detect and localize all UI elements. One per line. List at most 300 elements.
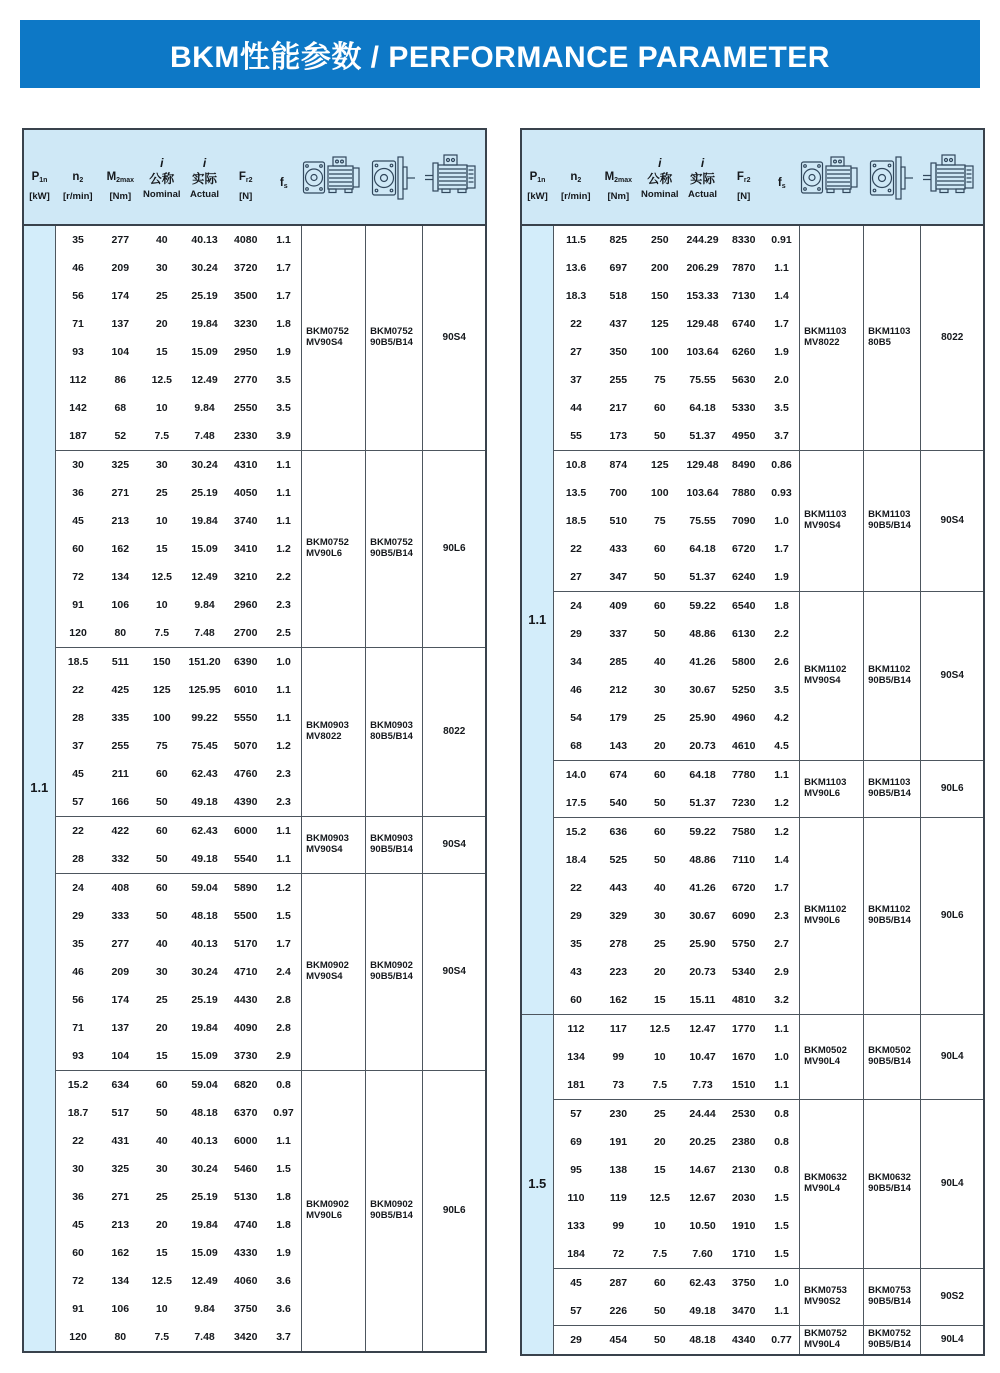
cell-m2max: 332 <box>111 852 130 865</box>
cell-n2: 28 <box>72 711 84 724</box>
cell-i-actual: 15.09 <box>191 345 218 358</box>
cell-fr2: 5500 <box>234 909 258 922</box>
header-row <box>23 129 486 225</box>
table-row <box>23 817 486 846</box>
cell-m2max: 173 <box>609 429 628 442</box>
cell-i-actual: 15.11 <box>689 993 716 1006</box>
cell-fs: 1.1 <box>774 1078 789 1091</box>
cell-frame: 90L4 <box>921 1326 984 1356</box>
cell-n2: 22 <box>55 817 101 846</box>
cell-n2: 29 <box>570 909 582 922</box>
cell-i-nominal: 20 <box>155 1218 168 1231</box>
cell-n2: 34 <box>570 655 582 668</box>
cell-frame: 90L6 <box>921 761 984 818</box>
cell-fr2: 6000 <box>226 817 266 846</box>
cell-m2max: 106 <box>111 1302 130 1315</box>
cell-model-b5: BKM1103 90B5/B14 <box>864 761 921 818</box>
cell-m2max: 162 <box>609 993 628 1006</box>
cell-i-nominal: 25 <box>155 1190 168 1203</box>
cell-fr2: 6720 <box>732 881 756 894</box>
col-n2: $n_2$ [r/min] <box>553 129 599 225</box>
cell-i-nominal: 50 <box>155 909 168 922</box>
cell-i-actual: 103.64 <box>686 486 719 499</box>
col-fr2: $F_{r2}$ [N] <box>724 129 764 225</box>
cell-fr2: 6010 <box>234 683 258 696</box>
cell-model-b5: BKM0903 80B5/B14 <box>366 648 423 817</box>
table-row <box>521 225 984 254</box>
cell-i-actual: 19.84 <box>191 317 218 330</box>
cell-i-nominal: 10 <box>155 1302 168 1315</box>
cell-m2max: 636 <box>599 818 639 847</box>
cell-model-b5: BKM0752 90B5/B14 <box>366 225 423 451</box>
cell-m2max: 174 <box>111 993 130 1006</box>
cell-i-nominal: 50 <box>653 429 666 442</box>
cell-fs: 1.7 <box>276 261 291 274</box>
cell-i-actual: 30.67 <box>689 909 716 922</box>
cell-i-actual: 20.25 <box>689 1135 716 1148</box>
cell-fs: 1.1 <box>276 852 291 865</box>
cell-model-mv: BKM1103 MV90L6 <box>800 761 864 818</box>
cell-frame: 90L6 <box>423 1071 486 1353</box>
cell-model-b5: BKM0502 90B5/B14 <box>864 1015 921 1100</box>
table-row <box>23 451 486 480</box>
cell-fr2: 4960 <box>732 711 756 724</box>
cell-i-nominal: 12.5 <box>638 1015 681 1044</box>
cell-i-nominal: 30 <box>653 683 666 696</box>
cell-fs: 1.7 <box>774 542 789 555</box>
cell-model-b5: BKM1102 90B5/B14 <box>864 818 921 1015</box>
cell-m2max: 437 <box>609 317 628 330</box>
cell-i-actual: 48.18 <box>681 1326 723 1356</box>
col-motor <box>921 129 984 225</box>
cell-frame: 90S4 <box>423 225 486 451</box>
cell-fr2: 5460 <box>234 1162 258 1175</box>
cell-n2: 110 <box>567 1191 585 1204</box>
table-row <box>521 1269 984 1298</box>
cell-n2: 30 <box>55 451 101 480</box>
cell-n2: 27 <box>570 345 582 358</box>
cell-n2: 15.2 <box>55 1071 101 1100</box>
cell-i-nominal: 40 <box>155 937 168 950</box>
table-row <box>521 818 984 847</box>
cell-m2max: 138 <box>609 1163 628 1176</box>
cell-fr2: 6090 <box>732 909 756 922</box>
cell-fs: 4.5 <box>774 739 789 752</box>
cell-i-nominal: 20 <box>155 1021 168 1034</box>
cell-m2max: 333 <box>111 909 130 922</box>
cell-fs: 1.1 <box>276 233 291 246</box>
cell-m2max: 68 <box>114 401 127 414</box>
cell-n2: 57 <box>72 795 84 808</box>
cell-i-actual: 25.19 <box>191 993 218 1006</box>
cell-m2max: 517 <box>111 1106 130 1119</box>
cell-n2: 36 <box>72 486 84 499</box>
cell-fs: 3.9 <box>276 429 291 442</box>
cell-fr2: 7230 <box>732 796 756 809</box>
cell-model-mv: BKM0902 MV90S4 <box>302 874 366 1071</box>
cell-m2max: 325 <box>111 1162 130 1175</box>
cell-m2max: 104 <box>111 345 130 358</box>
cell-fs: 1.7 <box>774 881 789 894</box>
cell-i-actual: 15.09 <box>191 1246 218 1259</box>
cell-m2max: 408 <box>101 874 141 903</box>
cell-fs: 1.1 <box>774 1304 789 1317</box>
motor-icon <box>921 151 983 203</box>
cell-fr2: 2960 <box>234 598 258 611</box>
cell-fr2: 3730 <box>234 1049 258 1062</box>
cell-i-nominal: 15 <box>653 993 666 1006</box>
cell-fr2: 4740 <box>234 1218 258 1231</box>
cell-fs: 1.1 <box>266 451 302 480</box>
cell-fs: 0.8 <box>774 1163 789 1176</box>
cell-n2: 17.5 <box>565 796 587 809</box>
cell-m2max: 226 <box>609 1304 628 1317</box>
cell-n2: 45 <box>553 1269 599 1298</box>
cell-n2: 18.5 <box>55 648 101 677</box>
cell-i-nominal: 10 <box>653 1050 666 1063</box>
table-row <box>23 648 486 677</box>
cell-fs: 3.7 <box>774 429 789 442</box>
cell-i-nominal: 15 <box>155 345 168 358</box>
cell-n2: 10.8 <box>553 451 599 480</box>
cell-n2: 93 <box>72 1049 84 1062</box>
cell-i-actual: 41.26 <box>689 655 716 668</box>
cell-i-actual: 40.13 <box>191 1134 218 1147</box>
cell-i-actual: 103.64 <box>686 345 719 358</box>
cell-m2max: 191 <box>609 1135 628 1148</box>
cell-m2max: 425 <box>111 683 130 696</box>
cell-m2max: 271 <box>111 486 130 499</box>
cell-fr2: 4080 <box>234 233 258 246</box>
cell-i-actual: 25.19 <box>191 1190 218 1203</box>
cell-i-nominal: 12.5 <box>649 1191 670 1204</box>
cell-fr2: 4390 <box>234 795 258 808</box>
cell-i-actual: 129.48 <box>686 317 719 330</box>
cell-fs: 2.8 <box>276 993 291 1006</box>
cell-i-actual: 75.45 <box>191 739 218 752</box>
cell-m2max: 213 <box>111 514 130 527</box>
cell-n2: 187 <box>69 429 87 442</box>
cell-i-nominal: 50 <box>638 1326 681 1356</box>
cell-model-b5: BKM0752 90B5/B14 <box>366 451 423 648</box>
cell-i-nominal: 15 <box>155 1049 168 1062</box>
cell-i-actual: 30.24 <box>191 965 218 978</box>
cell-fs: 2.8 <box>276 1021 291 1034</box>
cell-fr2: 7870 <box>732 261 756 274</box>
cell-i-nominal: 25 <box>653 711 666 724</box>
cell-fs: 1.0 <box>774 1050 789 1063</box>
cell-i-actual: 64.18 <box>689 542 716 555</box>
cell-n2: 13.6 <box>565 261 587 274</box>
cell-n2: 22 <box>570 317 582 330</box>
cell-fs: 2.4 <box>276 965 291 978</box>
table-row <box>23 225 486 254</box>
cell-i-actual: 59.22 <box>681 592 723 621</box>
cell-m2max: 80 <box>114 1330 127 1343</box>
cell-n2: 56 <box>72 289 84 302</box>
cell-model-mv: BKM1102 MV90L6 <box>800 818 864 1015</box>
cell-i-actual: 51.37 <box>689 796 716 809</box>
cell-fr2: 3410 <box>234 542 258 555</box>
cell-frame: 90S4 <box>423 817 486 874</box>
cell-model-b5: BKM0632 90B5/B14 <box>864 1100 921 1269</box>
cell-n2: 22 <box>570 881 582 894</box>
tables-container <box>22 128 985 1356</box>
col-i-nominal: i 公称 Nominal <box>140 129 183 225</box>
performance-table-right <box>520 128 985 1356</box>
cell-fr2: 2530 <box>724 1100 764 1129</box>
cell-fs: 1.0 <box>266 648 302 677</box>
cell-i-actual: 7.60 <box>692 1247 713 1260</box>
cell-i-actual: 129.48 <box>681 451 723 480</box>
cell-n2: 71 <box>72 1021 84 1034</box>
cell-fs: 3.6 <box>276 1274 291 1287</box>
cell-fr2: 2950 <box>234 345 258 358</box>
cell-fr2: 6130 <box>732 627 756 640</box>
cell-i-nominal: 15 <box>155 542 168 555</box>
cell-i-actual: 40.13 <box>191 233 218 246</box>
table-row <box>521 1326 984 1356</box>
cell-n2: 28 <box>72 852 84 865</box>
cell-frame: 90S4 <box>921 451 984 592</box>
cell-fs: 1.1 <box>276 486 291 499</box>
cell-i-actual: 51.37 <box>689 429 716 442</box>
worm-gearbox-flange-icon <box>864 151 921 203</box>
cell-n2: 36 <box>72 1190 84 1203</box>
cell-fs: 0.8 <box>764 1100 800 1129</box>
cell-fs: 1.8 <box>276 1190 291 1203</box>
cell-fs: 1.9 <box>276 345 291 358</box>
cell-m2max: 278 <box>609 937 628 950</box>
cell-fr2: 3750 <box>234 1302 258 1315</box>
cell-n2: 56 <box>72 993 84 1006</box>
cell-i-actual: 25.19 <box>191 486 218 499</box>
cell-m2max: 73 <box>612 1078 625 1091</box>
cell-n2: 71 <box>72 317 84 330</box>
cell-m2max: 134 <box>111 1274 130 1287</box>
cell-model-b5: BKM0753 90B5/B14 <box>864 1269 921 1326</box>
cell-m2max: 52 <box>114 429 127 442</box>
cell-i-nominal: 40 <box>155 233 168 246</box>
cell-i-nominal: 50 <box>653 570 666 583</box>
cell-fs: 1.0 <box>764 1269 800 1298</box>
cell-n2: 68 <box>570 739 582 752</box>
catalog-page <box>0 20 1000 1356</box>
cell-m2max: 217 <box>609 401 628 414</box>
cell-i-nominal: 125 <box>651 317 669 330</box>
cell-m2max: 179 <box>609 711 628 724</box>
cell-m2max: 329 <box>609 909 628 922</box>
cell-n2: 18.3 <box>565 289 587 302</box>
cell-n2: 93 <box>72 345 84 358</box>
cell-i-nominal: 60 <box>140 1071 183 1100</box>
cell-m2max: 285 <box>609 655 628 668</box>
cell-fr2: 2700 <box>234 626 258 639</box>
cell-fr2: 4310 <box>226 451 266 480</box>
cell-n2: 37 <box>72 739 84 752</box>
cell-power: 1.1 <box>521 225 553 1015</box>
cell-fr2: 5890 <box>226 874 266 903</box>
cell-model-b5: BKM1103 80B5 <box>864 225 921 451</box>
cell-i-actual: 15.09 <box>191 1049 218 1062</box>
cell-n2: 45 <box>72 1218 84 1231</box>
cell-fs: 3.5 <box>774 401 789 414</box>
cell-n2: 184 <box>567 1247 585 1260</box>
cell-i-actual: 7.48 <box>194 626 215 639</box>
cell-n2: 22 <box>72 683 84 696</box>
cell-i-actual: 9.84 <box>194 1302 215 1315</box>
cell-model-b5: BKM1103 90B5/B14 <box>864 451 921 592</box>
cell-i-actual: 7.48 <box>194 1330 215 1343</box>
cell-m2max: 409 <box>599 592 639 621</box>
table-row <box>23 874 486 903</box>
cell-i-actual: 153.33 <box>686 289 719 302</box>
cell-i-actual: 64.18 <box>681 761 723 790</box>
cell-m2max: 277 <box>111 233 130 246</box>
cell-i-nominal: 20 <box>653 1135 666 1148</box>
cell-n2: 181 <box>567 1078 585 1091</box>
cell-fr2: 1510 <box>732 1078 756 1091</box>
cell-model-b5: BKM0903 90B5/B14 <box>366 817 423 874</box>
cell-fr2: 6260 <box>732 345 756 358</box>
cell-fr2: 4760 <box>234 767 258 780</box>
cell-fr2: 6720 <box>732 542 756 555</box>
cell-i-nominal: 40 <box>653 655 666 668</box>
cell-fs: 1.5 <box>774 1219 789 1232</box>
cell-m2max: 518 <box>609 289 628 302</box>
cell-fr2: 1710 <box>732 1247 756 1260</box>
cell-fs: 2.9 <box>774 965 789 978</box>
col-m2max: $M_{2max}$ [Nm] <box>599 129 639 225</box>
cell-i-nominal: 10 <box>155 401 168 414</box>
cell-fs: 0.93 <box>771 486 792 499</box>
cell-i-actual: 30.24 <box>191 1162 218 1175</box>
cell-m2max: 174 <box>111 289 130 302</box>
cell-fr2: 1670 <box>732 1050 756 1063</box>
cell-m2max: 433 <box>609 542 628 555</box>
cell-model-mv: BKM1103 MV90S4 <box>800 451 864 592</box>
cell-model-mv: BKM0903 MV90S4 <box>302 817 366 874</box>
cell-i-actual: 48.18 <box>191 1106 218 1119</box>
cell-i-actual: 10.50 <box>689 1219 716 1232</box>
cell-fr2: 6370 <box>234 1106 258 1119</box>
cell-n2: 11.5 <box>566 233 586 246</box>
cell-fs: 2.3 <box>276 767 291 780</box>
cell-fr2: 5750 <box>732 937 756 950</box>
cell-power: 1.5 <box>521 1015 553 1356</box>
cell-n2: 91 <box>72 1302 84 1315</box>
cell-n2: 60 <box>570 993 582 1006</box>
cell-m2max: 422 <box>101 817 141 846</box>
cell-fs: 2.2 <box>774 627 789 640</box>
cell-fr2: 5070 <box>234 739 258 752</box>
cell-i-actual: 25.19 <box>191 289 218 302</box>
cell-m2max: 230 <box>599 1100 639 1129</box>
cell-n2: 14.0 <box>553 761 599 790</box>
cell-i-actual: 49.18 <box>191 852 218 865</box>
table-row <box>521 592 984 621</box>
cell-i-nominal: 60 <box>140 874 183 903</box>
cell-i-actual: 9.84 <box>194 598 215 611</box>
cell-fs: 1.8 <box>276 1218 291 1231</box>
cell-i-nominal: 250 <box>651 233 669 246</box>
cell-i-actual: 9.84 <box>194 401 215 414</box>
cell-i-nominal: 30 <box>155 261 168 274</box>
cell-fs: 1.2 <box>764 818 800 847</box>
cell-i-nominal: 40 <box>155 1134 168 1147</box>
cell-i-nominal: 15 <box>155 1246 168 1259</box>
cell-fs: 3.5 <box>276 373 291 386</box>
cell-n2: 43 <box>570 965 582 978</box>
cell-m2max: 277 <box>111 937 130 950</box>
cell-n2: 112 <box>553 1015 599 1044</box>
cell-i-nominal: 7.5 <box>154 1330 170 1343</box>
col-n2: $n_2$ [r/min] <box>55 129 101 225</box>
cell-i-nominal: 30 <box>140 451 183 480</box>
cell-i-actual: 62.43 <box>183 817 225 846</box>
cell-fs: 2.3 <box>774 909 789 922</box>
cell-n2: 120 <box>69 1330 87 1343</box>
col-motor <box>423 129 486 225</box>
cell-i-nominal: 12.5 <box>151 570 172 583</box>
cell-fs: 1.9 <box>276 1246 291 1259</box>
cell-i-actual: 59.04 <box>183 1071 225 1100</box>
page-title: BKM性能参数 / PERFORMANCE PARAMETER <box>170 41 830 74</box>
cell-m2max: 287 <box>599 1269 639 1298</box>
cell-i-nominal: 60 <box>638 818 681 847</box>
cell-fr2: 2380 <box>732 1135 756 1148</box>
cell-fr2: 5330 <box>732 401 756 414</box>
cell-fs: 1.7 <box>276 937 291 950</box>
cell-i-nominal: 100 <box>153 711 171 724</box>
cell-i-nominal: 50 <box>155 1106 168 1119</box>
cell-i-actual: 59.22 <box>681 818 723 847</box>
cell-i-nominal: 150 <box>140 648 183 677</box>
cell-i-actual: 49.18 <box>689 1304 716 1317</box>
cell-fs: 1.5 <box>276 1162 291 1175</box>
cell-m2max: 525 <box>609 853 628 866</box>
cell-i-actual: 12.67 <box>689 1191 716 1204</box>
cell-i-nominal: 25 <box>155 993 168 1006</box>
cell-fs: 1.1 <box>276 711 291 724</box>
cell-model-mv: BKM0502 MV90L4 <box>800 1015 864 1100</box>
cell-n2: 45 <box>72 514 84 527</box>
cell-fs: 2.6 <box>774 655 789 668</box>
cell-fs: 4.2 <box>774 711 789 724</box>
cell-i-nominal: 50 <box>155 852 168 865</box>
cell-i-actual: 75.55 <box>689 373 716 386</box>
cell-i-nominal: 60 <box>638 592 681 621</box>
cell-fr2: 7580 <box>724 818 764 847</box>
cell-n2: 30 <box>72 1162 84 1175</box>
cell-m2max: 134 <box>111 570 130 583</box>
table-row <box>23 1071 486 1100</box>
cell-fr2: 3500 <box>234 289 258 302</box>
cell-m2max: 697 <box>609 261 628 274</box>
title-banner <box>20 20 980 88</box>
cell-i-actual: 20.73 <box>689 965 716 978</box>
cell-fr2: 2030 <box>732 1191 756 1204</box>
cell-i-nominal: 7.5 <box>652 1247 668 1260</box>
cell-fr2: 3750 <box>724 1269 764 1298</box>
cell-i-nominal: 200 <box>651 261 669 274</box>
cell-i-nominal: 15 <box>653 1163 666 1176</box>
cell-i-actual: 15.09 <box>191 542 218 555</box>
cell-fr2: 1770 <box>724 1015 764 1044</box>
cell-model-mv: BKM1103 MV8022 <box>800 225 864 451</box>
cell-fs: 1.1 <box>774 261 789 274</box>
cell-fs: 1.0 <box>774 514 789 527</box>
